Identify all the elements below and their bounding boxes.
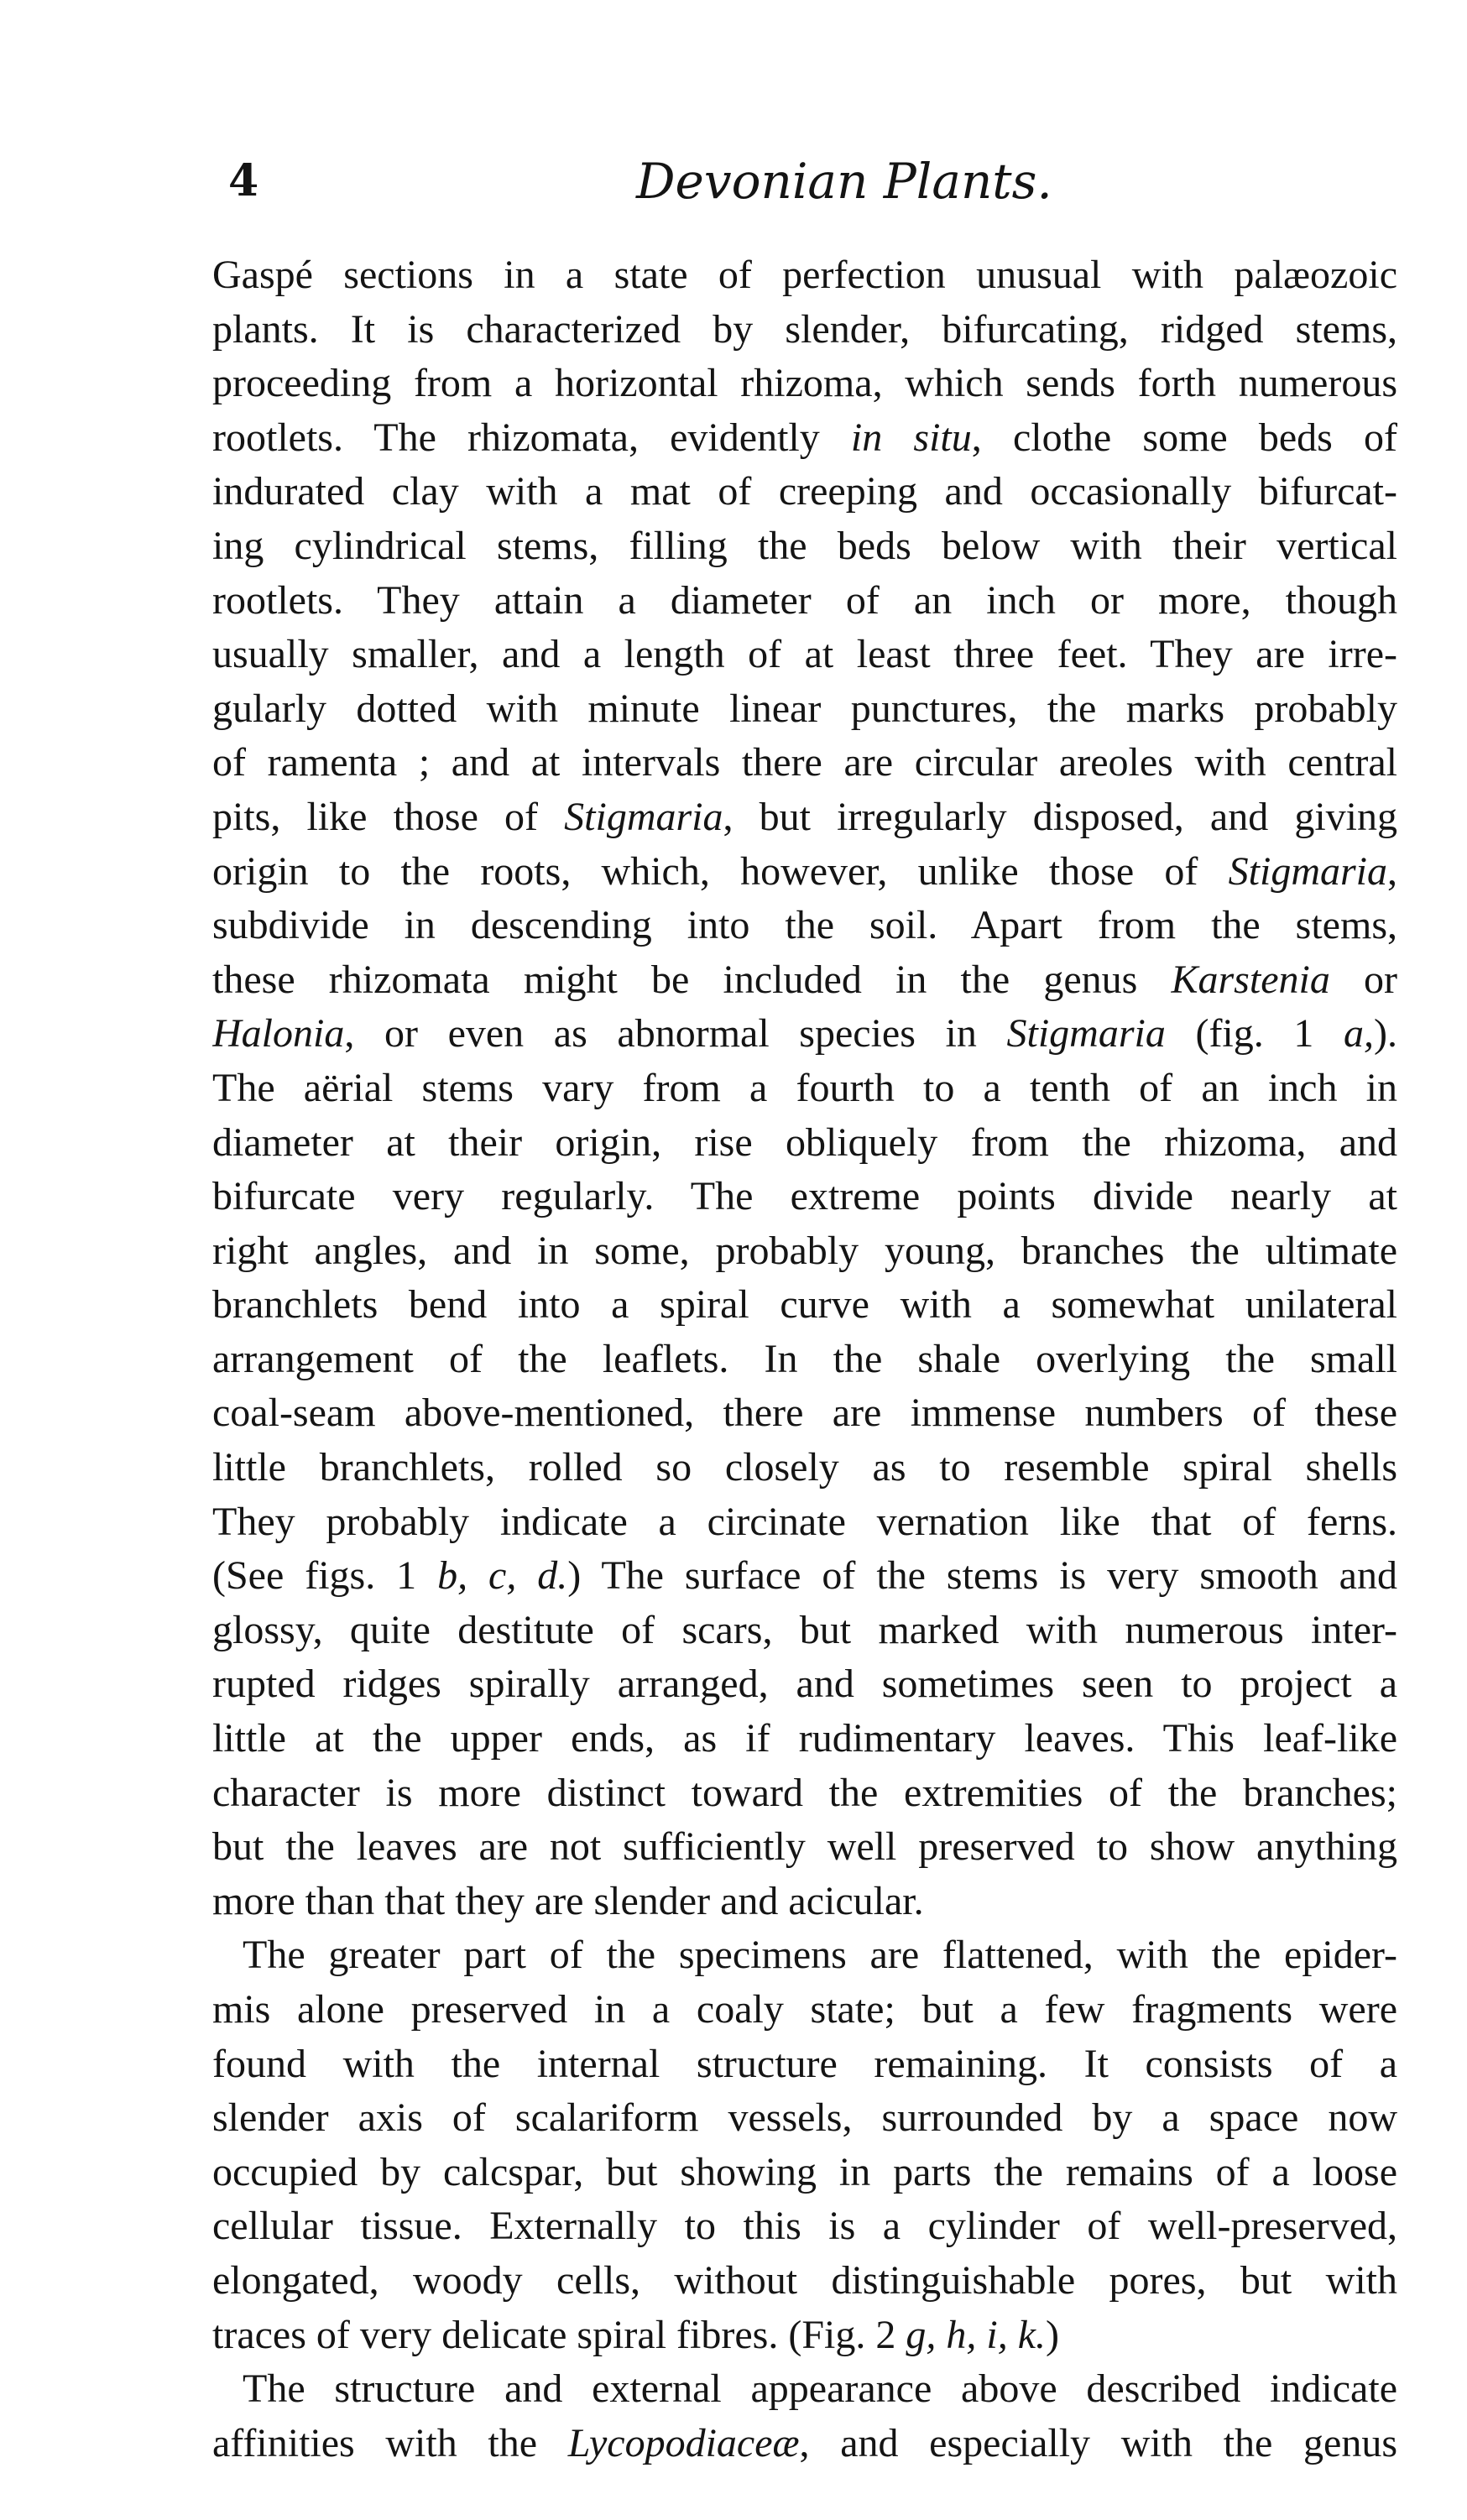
text-line: Halonia, or even as abnormal species in Stigmaria (fig. 1 a,). — [212, 1011, 1397, 1057]
text-line: origin to the roots, which, however, unlike those of Stigmaria, — [212, 848, 1397, 894]
paragraph-1 — [212, 248, 1397, 1928]
text-line: little branchlets, rolled so closely as to resemble spiral shells — [212, 1445, 1397, 1490]
text-line: gularly dotted with minute linear punctures, the marks probably — [212, 686, 1397, 731]
text-line: rootlets. They attain a diameter of an inch or more, though — [212, 577, 1397, 623]
text-line: The aërial stems vary from a fourth to a tenth of an inch in — [212, 1065, 1397, 1110]
running-title: Devonian Plants. — [636, 153, 1052, 210]
text-line: rupted ridges spirally arranged, and sometimes seen to project a — [212, 1662, 1397, 1707]
text-line: (See figs. 1 b, c, d.) The surface of the stems is very smooth and — [212, 1553, 1397, 1599]
body-text — [212, 248, 1397, 2470]
text-line: The structure and external appearance above described indicate — [243, 2366, 1397, 2412]
text-line: right angles, and in some, probably young, branches the ultimate — [212, 1228, 1397, 1273]
page-header — [217, 148, 1391, 215]
paragraph-2 — [212, 1928, 1397, 2362]
text-line: elongated, woody cells, without distinguishable pores, but with — [212, 2257, 1397, 2303]
text-line: arrangement of the leaflets. In the shale overlying the small — [212, 1336, 1397, 1381]
text-line: branchlets bend into a spiral curve with a somewhat unilateral — [212, 1282, 1397, 1328]
text-line: subdivide in descending into the soil. Apart from the stems, — [212, 903, 1397, 948]
paragraph-3 — [212, 2362, 1397, 2470]
text-line: proceeding from a horizontal rhizoma, which sends forth numerous — [212, 361, 1397, 406]
text-line: glossy, quite destitute of scars, but marked with numerous inter- — [212, 1607, 1397, 1652]
text-line: Gaspé sections in a state of perfection unusual with palæozoic — [212, 253, 1397, 297]
text-line: character is more distinct toward the extremities of the branches; — [212, 1770, 1397, 1815]
text-line: They probably indicate a circinate vernation like that of ferns. — [212, 1499, 1397, 1544]
text-line: usually smaller, and a length of at least three feet. They are irre- — [212, 632, 1397, 677]
text-line: pits, like those of Stigmaria, but irregularly disposed, and giving — [212, 794, 1397, 839]
text-line: traces of very delicate spiral fibres. (Fig. 2 g, h, i, k.) — [212, 2312, 1059, 2357]
text-line: found with the internal structure remaining. It consists of a — [212, 2041, 1397, 2086]
text-line: little at the upper ends, as if rudimentary leaves. This leaf-like — [212, 1716, 1397, 1761]
text-line: mis alone preserved in a coaly state; but a few fragments were — [212, 1987, 1397, 2032]
text-line: more than that they are slender and acicular. — [212, 1878, 924, 1923]
text-line: affinities with the Lycopodiaceæ, and especially with the genus — [212, 2420, 1397, 2465]
text-line: cellular tissue. Externally to this is a cylinder of well-preserved, — [212, 2204, 1397, 2249]
text-line: indurated clay with a mat of creeping and occasionally bifurcat- — [212, 469, 1397, 514]
text-line: of ramenta ; and at intervals there are circular areoles with central — [212, 740, 1397, 785]
text-line: ing cylindrical stems, filling the beds below with their vertical — [212, 523, 1397, 568]
text-line: diameter at their origin, rise obliquely from the rhizoma, and — [212, 1119, 1397, 1165]
text-line: rootlets. The rhizomata, evidently in situ, clothe some beds of — [212, 415, 1397, 460]
text-line: slender axis of scalariform vessels, surrounded by a space now — [212, 2095, 1397, 2141]
text-line: these rhizomata might be included in the genus Karstenia or — [212, 957, 1397, 1002]
text-line: bifurcate very regularly. The extreme points divide nearly at — [212, 1174, 1397, 1219]
text-line: coal-seam above-mentioned, there are immense numbers of these — [212, 1390, 1397, 1436]
text-line: The greater part of the specimens are flattened, with the epider- — [243, 1933, 1397, 1978]
text-line: occupied by calcspar, but showing in parts the remains of a loose — [212, 2149, 1397, 2194]
text-line: but the leaves are not sufficiently well preserved to show anything — [212, 1824, 1397, 1870]
page-number: 4 — [228, 155, 259, 206]
text-line: plants. It is characterized by slender, bifurcating, ridged stems, — [212, 306, 1397, 352]
